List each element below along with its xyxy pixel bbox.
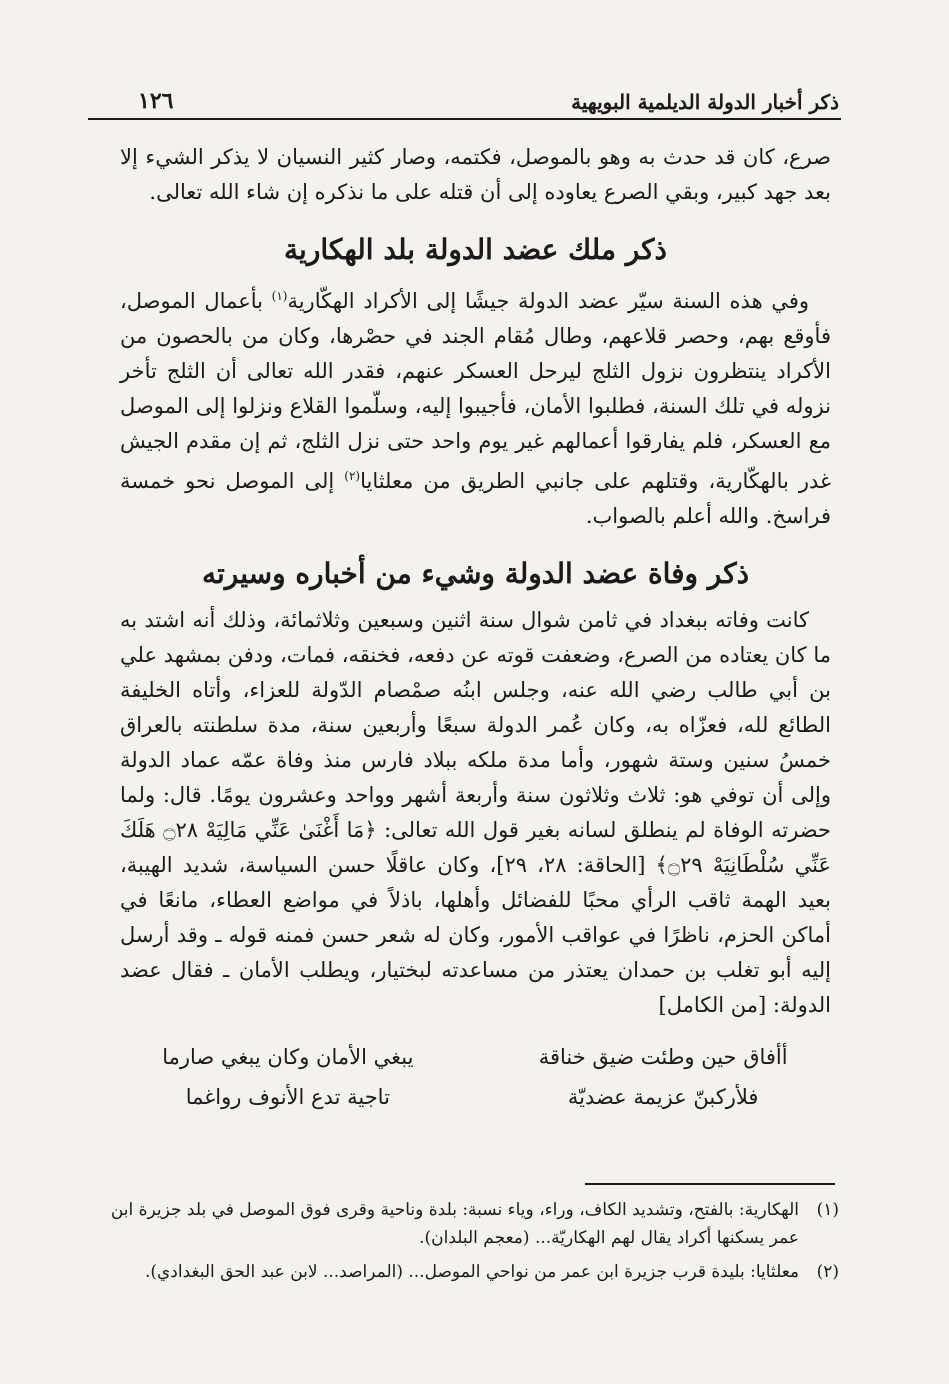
footnote-text: معلثايا: بليدة قرب جزيرة ابن عمر من نواحي الموصل... (المراصد... لابن عبد الحق البغدادي). bbox=[144, 1262, 799, 1282]
poem-hemistich-first: أأفاق حين وطئت ضيق خناقة bbox=[538, 1045, 788, 1069]
page-number: ١٢٦ bbox=[138, 88, 174, 114]
poem bbox=[120, 1037, 831, 1117]
poem-hemistich-second: يبغي الأمان وكان يبغي صارما bbox=[162, 1045, 414, 1069]
poem-line bbox=[120, 1077, 831, 1117]
footnote-marker: (١) bbox=[271, 289, 288, 303]
header-rule bbox=[88, 118, 841, 120]
paragraph-text: إلى الموصل نحو خمسة فراسخ. والله أعلم بالصواب. bbox=[120, 469, 831, 528]
footnote-item bbox=[100, 1258, 839, 1286]
footnote-marker: (٢) bbox=[344, 469, 361, 483]
section-death-paragraph: كانت وفاته ببغداد في ثامن شوال سنة اثنين وسبعين وثلاثمائة، وذلك أنه اشتد به ما كان يعتاده من الصرع، وضعفت قوته عن دفعه، فخنقه، فمات، ودفن بمشهد علي بن أبي طالب رضي الله عنه، وجلس ابنُه صمْصام الدّولة للعزاء، وأتاه الخليفة الطائع لله، فعزّاه به، وكان عُمر الدولة سبعًا وأربعين سنة، مدة سلطنته بالعراق خمسُ سنين وستة شهور، وأما مدة ملكه ببلاد فارس منذ وفاة عمّه عماد الدولة وإلى أن توفي هو: ثلاث وثلاثون سنة وأربعة أشهر وواحد وعشرون يومًا. قال: ولما حضرته الوفاة لم ينطلق لسانه بغير قول الله تعالى: ﴿مَا أَغْنَىٰ عَنِّي مَالِيَهْ ۝٢٨ هَلَكَ عَنِّي سُلْطَانِيَهْ ۝٢٩﴾ [الحاقة: ٢٨، ٢٩]، وكان عاقلًا حسن السياسة، شديد الهيبة، بعيد الهمة ثاقب الرأي محبًا للفضائل وأهلها، باذلاً في مواضع العطاء، مانعًا في أماكن الحزم، ناظرًا في عواقب الأمور، وكان له شعر حسن فمنه قوله ـ وقد أرسل إليه أبو تغلب بن حمدان يعتذر من مساعدته لبختيار، ويطلب الأمان ـ فقال عضد الدولة: [من الكامل] bbox=[120, 608, 831, 1017]
running-title: ذكر أخبار الدولة الديلمية البويهية bbox=[571, 90, 839, 114]
section-hakkari-paragraph bbox=[120, 279, 831, 534]
poem-hemistich-first: فلأركبنّ عزيمة عضديّة bbox=[567, 1085, 759, 1109]
footnote-item bbox=[100, 1196, 839, 1252]
page-header bbox=[90, 78, 839, 114]
intro-paragraph: صرع، كان قد حدث به وهو بالموصل، فكتمه، وصار كثير النسيان لا يذكر الشيء إلا بعد جهد كبير، وبقي الصرع يعاوده إلى أن قتله على ما نذكره إن شاء الله تعالى. bbox=[120, 145, 831, 204]
main-text bbox=[120, 140, 831, 1117]
section-heading-hakkari: ذكر ملك عضد الدولة بلد الهكارية bbox=[284, 233, 667, 266]
footnote-text: الهكارية: بالفتح، وتشديد الكاف، وراء، وياء نسبة: بلدة وناحية وقرى فوق الموصل في بلد جزيرة ابن عمر يسكنها أكراد يقال لهم الهكاريّة... (معجم البلدان). bbox=[110, 1200, 799, 1248]
paragraph-text: بأعمال الموصل، فأوقع بهم، وحصر قلاعهم، وطال مُقام الجند في حصْرها، وكان من بالحصون من الأكراد ينتظرون نزول الثلج ليرحل العسكر عنهم، فقدر الله تعالى أن الثلج تأخر نزوله في تلك السنة، فطلبوا الأمان، فأجيبوا إليه، وسلّموا القلاع ونزلوا إلى الموصل مع العسكر، فلم يفارقوا أعمالهم غير يوم واحد حتى نزل الثلج، ثم إن مقدم الجيش غدر بالهكّارية، وقتلهم على جانبي الطريق من معلثايا bbox=[120, 289, 832, 493]
section-heading-death: ذكر وفاة عضد الدولة وشيء من أخباره وسيرته bbox=[201, 557, 750, 590]
footnote-rule bbox=[585, 1183, 835, 1185]
footnote-number: (٢) bbox=[816, 1262, 839, 1282]
footnote-number: (١) bbox=[816, 1200, 839, 1220]
paragraph-text: وفي هذه السنة سيّر عضد الدولة جيشًا إلى الأكراد الهكّارية bbox=[287, 289, 809, 313]
footnotes bbox=[100, 1196, 839, 1292]
poem-hemistich-second: تاجية تدع الأنوف رواغما bbox=[185, 1085, 390, 1109]
poem-line bbox=[120, 1037, 831, 1077]
